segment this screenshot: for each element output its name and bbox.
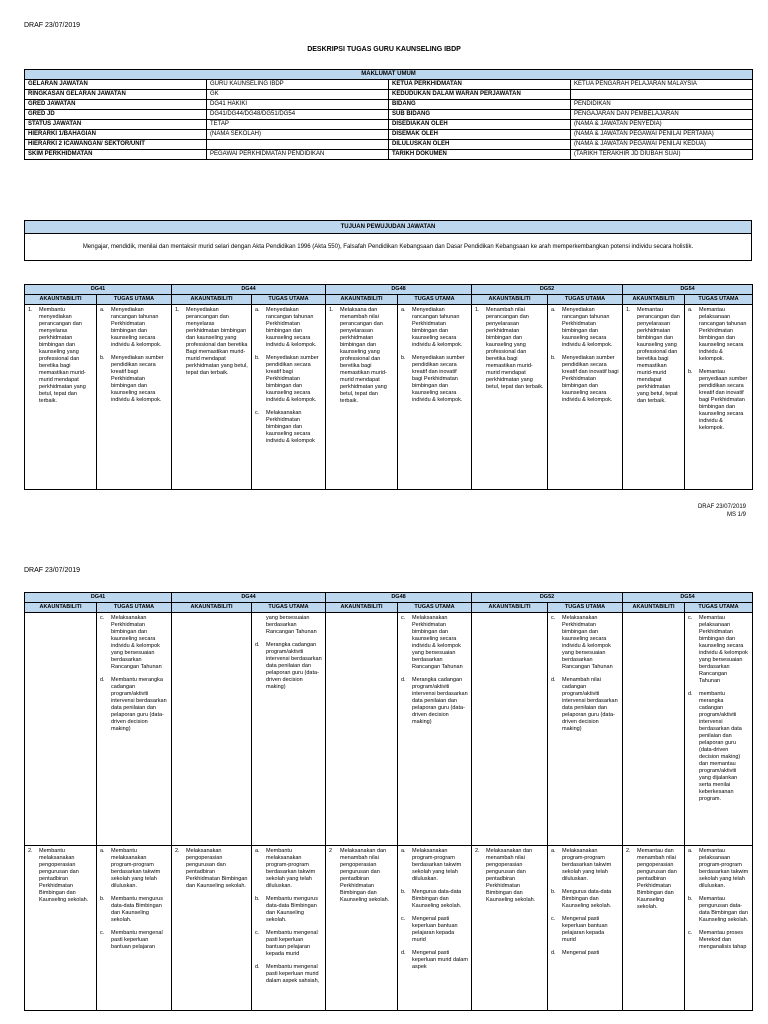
item-text: Menyediakan rancangan tahunan Perkhidmatan bimbingan dan kaunseling secara individu & kelompok. xyxy=(111,307,162,348)
list-item xyxy=(255,355,322,404)
item-text: Merangka cadangan program/aktiviti intervensi berdasarkan data penilaian dan pelaporan guru (data-driven decision making) xyxy=(266,642,322,690)
akauntabiliti-header: AKAUNTABILITI xyxy=(472,295,548,305)
info-row xyxy=(25,120,753,130)
grade-header-dg44: DG44 xyxy=(172,593,326,603)
info-label: KEDUDUKAN DALAM WARAN PERJAWATAN xyxy=(389,90,571,100)
tugas-utama-cell xyxy=(685,613,753,846)
grade-header-dg54: DG54 xyxy=(623,593,753,603)
info-label: GRED JD xyxy=(25,110,207,120)
item-marker: d. xyxy=(551,677,556,683)
item-text: Memantau penyediaan sumber pendidikan secara kreatif dan inovatif bagi Perkhidmatan bimbingan dan kaunseling secara individu & kelompok. xyxy=(699,369,748,431)
akauntabiliti-cell xyxy=(472,305,548,490)
item-text: Membantu mengenal pasti keperluan bantuan pelajaran kepada murid xyxy=(266,930,318,957)
dg-table-page2 xyxy=(24,592,753,1011)
item-marker: a. xyxy=(100,848,105,854)
info-label: DISEDIAKAN OLEH xyxy=(389,120,571,130)
tugas-utama-cell xyxy=(97,846,172,1011)
tugas-utama-header: TUGAS UTAMA xyxy=(252,295,326,305)
item-text: Melaksanakan program-program berdasarkan takwim sekolah yang telah diluluskan. xyxy=(412,848,462,882)
footer-draft: DRAF 23/07/2019 xyxy=(697,504,746,510)
akauntabiliti-cell xyxy=(172,305,252,490)
akauntabiliti-header: AKAUNTABILITI xyxy=(326,295,398,305)
info-value: GURU KAUNSELING IBDP xyxy=(207,80,389,90)
footer-page-number: MS 1/9 xyxy=(726,512,746,518)
item-marker: d. xyxy=(100,677,105,683)
item-marker: c. xyxy=(401,615,406,621)
list-item xyxy=(255,615,322,636)
list-item xyxy=(255,930,322,958)
maklumat-umum-header: MAKLUMAT UMUM xyxy=(25,70,753,80)
info-row xyxy=(25,80,753,90)
list-item xyxy=(255,896,322,924)
item-marker: a. xyxy=(551,307,556,313)
list-item xyxy=(626,848,681,911)
list-item xyxy=(100,896,168,924)
item-marker: 2 xyxy=(329,848,333,854)
info-label: KETUA PERKHIDMATAN xyxy=(389,80,571,90)
list-item xyxy=(100,930,168,951)
item-marker: 2. xyxy=(175,848,180,854)
maklumat-umum-table xyxy=(24,69,753,160)
list-item xyxy=(100,848,168,890)
list-item xyxy=(551,677,619,733)
tujuan-text: Mengajar, mendidik, menilai dan mentaksir murid selari dengan Akta Pendidikan 1996 (Akta 550), Falsafah Pendidikan Kebangsaan dan Dasar Pendidikan Kebangsaan ke arah memperkembangkan potensi individu secara holistik. xyxy=(25,234,752,261)
item-marker: b. xyxy=(688,896,693,902)
list-item xyxy=(688,930,749,951)
info-label: BIDANG xyxy=(389,100,571,110)
item-text: Memantau proses Merekod dan menganalisis tahap xyxy=(699,930,747,950)
item-text: membantu merangka cadangan program/aktiviti intervensi berdasarkan data penilaian dan pelaporan guru (data-driven decision making) dan memantau program/aktiviti yang dijalankan serta menilai keberkesanan program. xyxy=(699,691,742,802)
info-value: TETAP xyxy=(207,120,389,130)
list-item xyxy=(255,848,322,890)
info-label: RINGKASAN GELARAN JAWATAN xyxy=(25,90,207,100)
tugas-utama-cell xyxy=(252,613,326,846)
akauntabiliti-cell xyxy=(25,305,97,490)
item-text: Menyediakan rancangan tahunan Perkhidmatan bimbingan dan kaunseling secara individu & kelompok. xyxy=(412,307,463,348)
item-text: Membantu melaksanakan program-program berdasarkan takwim sekolah yang telah diluluskan. xyxy=(266,848,316,889)
tugas-utama-cell xyxy=(398,305,472,490)
item-text: Melaksanakan Perkhidmatan bimbingan dan kaunseling secara individu & kelompok yang bersesuaian berdasarkan Rancangan Tahunan xyxy=(562,615,613,670)
item-marker: b. xyxy=(688,369,693,375)
item-text: Mengurus data-data Bimbingan dan Kaunseling sekolah. xyxy=(562,889,612,909)
tugas-utama-cell xyxy=(398,846,472,1011)
akauntabiliti-cell xyxy=(172,846,252,1011)
list-item xyxy=(551,848,619,883)
list-item xyxy=(255,642,322,691)
list-item xyxy=(401,889,468,910)
tugas-utama-cell xyxy=(97,305,172,490)
list-item xyxy=(401,916,468,944)
list-item xyxy=(329,848,394,904)
tugas-utama-cell xyxy=(685,305,753,490)
item-marker: 1. xyxy=(329,307,334,313)
akauntabiliti-cell xyxy=(25,613,97,846)
list-item xyxy=(551,916,619,944)
tugas-utama-header: TUGAS UTAMA xyxy=(398,295,472,305)
item-text: Mengenal pasti xyxy=(562,950,600,956)
item-text: Membantu mengurus data-data Bimbingan dan Kaunseling sekolah. xyxy=(266,896,318,923)
list-item xyxy=(688,369,749,432)
akauntabiliti-cell xyxy=(472,846,548,1011)
page-footer xyxy=(698,503,746,519)
item-marker: c. xyxy=(551,615,556,621)
tugas-utama-cell xyxy=(548,846,623,1011)
item-marker: c. xyxy=(100,615,105,621)
list-item xyxy=(401,677,468,726)
item-text: Membantu mengurus data-data Bimbingan dan Kaunseling sekolah. xyxy=(111,896,163,923)
akauntabiliti-header: AKAUNTABILITI xyxy=(326,603,398,613)
akauntabiliti-cell xyxy=(472,613,548,846)
akauntabiliti-cell xyxy=(25,846,97,1011)
item-text: Memantau dan menambah nilai pengoperasian pengurusan dan pentadbiran Perkhidmatan Bimbingan dan Kaunseling sekolah. xyxy=(637,848,677,910)
tugas-utama-cell xyxy=(398,613,472,846)
item-text: Menyediakan sumber pendidikan secara kreatif dan inovatif bagi Perkhidmatan bimbingan dan kaunseling secara individu & kelompok. xyxy=(412,355,465,403)
list-item xyxy=(100,307,168,349)
info-row xyxy=(25,100,753,110)
akauntabiliti-cell xyxy=(623,613,685,846)
list-item xyxy=(551,355,619,404)
list-item xyxy=(175,307,248,377)
item-text: Menyediakan sumber pendidikan secara kreatif bagi Perkhidmatan bimbingan dan kaunseling secara individu & kelompok. xyxy=(266,355,319,403)
info-row xyxy=(25,140,753,150)
info-label: DISEMAK OLEH xyxy=(389,130,571,140)
item-text: Melaksanakan dan menambah nilai pengoperasian pengurusan dan pentadbiran Perkhidmatan Bimbingan dan Kaunseling sekolah. xyxy=(340,848,390,903)
akauntabiliti-header: AKAUNTABILITI xyxy=(172,295,252,305)
list-item xyxy=(255,307,322,349)
info-label: HIERARKI 2 ICAWANGAN/ SEKTOR/UNIT xyxy=(25,140,207,150)
item-marker: 1. xyxy=(475,307,480,313)
list-item xyxy=(688,615,749,685)
list-item xyxy=(329,307,394,405)
list-item xyxy=(688,848,749,890)
item-text: Melaksanakan Perkhidmatan bimbingan dan kaunseling secara individu & kelompok xyxy=(266,410,315,444)
akauntabiliti-header: AKAUNTABILITI xyxy=(472,603,548,613)
info-value: PENGAJARAN DAN PEMBELAJARAN xyxy=(571,110,753,120)
item-text: Menyediakan sumber pendidikan secara kreatif bagi Perkhidmatan bimbingan dan kaunseling secara individu & kelompok. xyxy=(111,355,164,403)
akauntabiliti-header: AKAUNTABILITI xyxy=(172,603,252,613)
item-marker: c. xyxy=(688,615,693,621)
info-label: GELARAN JAWATAN xyxy=(25,80,207,90)
tugas-utama-header: TUGAS UTAMA xyxy=(97,295,172,305)
tugas-utama-cell xyxy=(97,613,172,846)
akauntabiliti-cell xyxy=(326,846,398,1011)
info-label: STATUS JAWATAN xyxy=(25,120,207,130)
item-text: Menambah nilai perancangan dan penyelarasan perkhidmatan bimbingan dan kaunseling yang professional dan beretika bagi memastikan murid-murid mendapat perkhidmatan yang betul, tepat dan terbaik. xyxy=(486,307,544,390)
info-row xyxy=(25,130,753,140)
item-marker: 2. xyxy=(626,848,631,854)
item-marker: c. xyxy=(100,930,105,936)
item-text: Memantau pelaksanaan Perkhidmatan bimbingan dan kaunseling secara individu & kelompok yang bersesuaian berdasarkan Rancangan Tahunan xyxy=(699,615,748,684)
tugas-utama-cell xyxy=(685,846,753,1011)
info-value: KETUA PENGARAH PELAJARAN MALAYSIA xyxy=(571,80,753,90)
list-item xyxy=(688,307,749,363)
akauntabiliti-header: AKAUNTABILITI xyxy=(25,603,97,613)
item-marker: a. xyxy=(688,848,693,854)
akauntabiliti-header: AKAUNTABILITI xyxy=(25,295,97,305)
item-marker xyxy=(255,615,266,636)
item-text: Mengenal pasti keperluan murid dalam aspek xyxy=(412,950,468,970)
list-item xyxy=(626,307,681,405)
duty-row xyxy=(25,305,753,490)
item-marker: d. xyxy=(401,677,406,683)
item-marker: b. xyxy=(401,355,406,361)
item-text: Memantau pelaksanaan rancangan tahunan Perkhidmatan bimbingan dan kaunseling secara individu & kelompok. xyxy=(699,307,747,362)
duty-row xyxy=(25,613,753,846)
info-value: DG41/DG44/DG48/DG51/DG54 xyxy=(207,110,389,120)
item-text: Melaksana dan menambah nilai perancangan dan penyelarasan perkhidmatan bimbingan dan kaunseling yang professional dan beretika bagi memastikan murid-murid mendapat perkhidmatan yang betul, tepat dan terbaik. xyxy=(340,307,387,404)
info-value: (NAMA & JAWATAN PEGAWAI PENILAI KEDUA) xyxy=(571,140,753,150)
grade-header-dg54: DG54 xyxy=(623,285,753,295)
akauntabiliti-header: AKAUNTABILITI xyxy=(623,295,685,305)
tugas-utama-header: TUGAS UTAMA xyxy=(548,603,623,613)
list-item xyxy=(100,677,168,733)
item-marker: a. xyxy=(688,307,693,313)
tugas-utama-cell xyxy=(548,613,623,846)
tugas-utama-cell xyxy=(252,846,326,1011)
list-item xyxy=(28,307,93,405)
list-item xyxy=(401,848,468,883)
item-marker: a. xyxy=(100,307,105,313)
info-row xyxy=(25,110,753,120)
tujuan-table xyxy=(24,220,752,261)
list-item xyxy=(551,950,619,957)
info-label: TARIKH DOKUMEN xyxy=(389,150,571,160)
item-text: Memantau perancangan dan penyelarasan perkhidmatan bimbingan dan kaunseling yang professional dan beretika bagi memastikan murid-murid mendapat perkhidmatan yang betul, tepat dan terbaik. xyxy=(637,307,680,404)
grade-header-dg52: DG52 xyxy=(472,285,623,295)
item-text: Mengurus data-data Bimbingan dan Kaunseling sekolah. xyxy=(412,889,462,909)
item-text: Merangka cadangan program/aktiviti intervensi berdasarkan data penilaian dan pelaporan guru (data-driven decision making) xyxy=(412,677,468,725)
item-marker: 1. xyxy=(28,307,33,313)
tugas-utama-cell xyxy=(252,305,326,490)
tujuan-header: TUJUAN PEWUJUDAN JAWATAN xyxy=(25,221,752,234)
list-item xyxy=(100,615,168,671)
tugas-utama-header: TUGAS UTAMA xyxy=(97,603,172,613)
info-value: (TARIKH TERAKHIR JD DIUBAH SUAI) xyxy=(571,150,753,160)
item-text: Menyediakan rancangan tahunan Perkhidmatan bimbingan dan kaunseling secara individu & kelompok. xyxy=(562,307,613,348)
info-value xyxy=(571,90,753,100)
list-item xyxy=(551,615,619,671)
item-marker: 2. xyxy=(28,848,33,854)
item-marker: a. xyxy=(255,848,260,854)
info-label: HIERARKI 1/BAHAGIAN xyxy=(25,130,207,140)
item-text: Membantu menyediakan perancangan dan menyelaras perkhidmatan bimbingan dan kaunseling yang professional dan beretika bagi memastikan murid-murid mendapat perkhidmatan yang betul, tepat dan terbaik. xyxy=(39,307,86,404)
akauntabiliti-cell xyxy=(623,305,685,490)
tugas-utama-header: TUGAS UTAMA xyxy=(252,603,326,613)
item-marker: b. xyxy=(100,896,105,902)
akauntabiliti-header: AKAUNTABILITI xyxy=(623,603,685,613)
akauntabiliti-cell xyxy=(326,613,398,846)
grade-header-dg52: DG52 xyxy=(472,593,623,603)
item-marker: a. xyxy=(401,848,406,854)
list-item xyxy=(100,355,168,404)
item-text: Mengenal pasti keperluan bantuan pelajaran kepada murid xyxy=(562,916,608,943)
item-text: Membantu melaksanakan pengoperasian pengurusan dan pentadbiran Perkhidmatan Bimbingan dan Kaunseling sekolah. xyxy=(39,848,89,903)
list-item xyxy=(551,889,619,910)
item-marker: c. xyxy=(551,916,556,922)
item-text: Membantu merangka cadangan program/aktiviti intervensi berdasarkan data penilaian dan pelaporan guru (data-driven decision making) xyxy=(111,677,167,732)
list-item xyxy=(551,307,619,349)
draft-label: DRAF 23/07/2019 xyxy=(24,22,81,29)
item-marker: b. xyxy=(401,889,406,895)
item-text: Menambah nilai cadangan program/aktiviti intervensi berdasarkan data penilaian dan pelaporan guru (data-driven decision making) xyxy=(562,677,618,732)
info-value: PEGAWAI PERKHIDMATAN PENDIDIKAN xyxy=(207,150,389,160)
tugas-utama-header: TUGAS UTAMA xyxy=(548,295,623,305)
info-value xyxy=(207,140,389,150)
list-item xyxy=(255,410,322,445)
item-marker: b. xyxy=(551,355,556,361)
item-marker: a. xyxy=(551,848,556,854)
grade-header-dg48: DG48 xyxy=(326,593,472,603)
info-label: DILULUSKAN OLEH xyxy=(389,140,571,150)
list-item xyxy=(475,307,544,391)
item-text: Membantu mengenal pasti keperluan murid dalam aspek sahsiah, xyxy=(266,964,320,984)
item-text: Melaksanakan program-program berdasarkan takwim sekolah yang telah diluluskan. xyxy=(562,848,612,882)
item-text: Mengenal pasti keperluan bantuan pelajaran kepada murid xyxy=(412,916,458,943)
tugas-utama-header: TUGAS UTAMA xyxy=(398,603,472,613)
list-item xyxy=(401,950,468,971)
item-text: yang bersesuaian berdasarkan Rancangan Tahunan xyxy=(266,615,317,635)
item-marker: b. xyxy=(100,355,105,361)
tugas-utama-header: TUGAS UTAMA xyxy=(685,603,753,613)
dg-table-page1 xyxy=(24,284,753,490)
item-marker: d. xyxy=(401,950,406,956)
item-marker: d. xyxy=(551,950,556,956)
item-marker: c. xyxy=(255,410,260,416)
item-text: Memantau pengurusan data-data Bimbingan dan Kaunseling sekolah. xyxy=(699,896,749,923)
item-marker: a. xyxy=(255,307,260,313)
info-value: DG41 HAKIKI xyxy=(207,100,389,110)
item-text: Menyediakan perancangan dan menyelaras perkhidmatan bimbingan dan kaunseling yang professional dan beretika Bagi memastikan murid-murid mendapat perkhidmatan yang betul, tepat dan terbaik. xyxy=(186,307,248,376)
item-marker: 1. xyxy=(626,307,631,313)
grade-header-dg41: DG41 xyxy=(25,593,172,603)
list-item xyxy=(28,848,93,904)
item-marker: d. xyxy=(255,964,260,970)
item-text: Melaksanakan Perkhidmatan bimbingan dan kaunseling secara individu & kelompok yang bersesuaian berdasarkan Rancangan Tahunan xyxy=(111,615,162,670)
item-text: Melaksanakan dan menambah nilai pengoperasian pengurusan dan pentadbiran Perkhidmatan Bimbingan dan Kaunseling sekolah. xyxy=(486,848,536,903)
list-item xyxy=(401,615,468,671)
item-text: Memantau pelaksanaan program-program berdasarkan takwim sekolah yang telah diluluskan. xyxy=(699,848,749,889)
list-item xyxy=(401,307,468,349)
grade-header-dg41: DG41 xyxy=(25,285,172,295)
list-item xyxy=(475,848,544,904)
item-marker: b. xyxy=(551,889,556,895)
item-text: Melaksanakan Perkhidmatan bimbingan dan kaunseling secara individu & kelompok yang bersesuaian berdasarkan Rancangan Tahunan xyxy=(412,615,463,670)
item-marker: c. xyxy=(401,916,406,922)
list-item xyxy=(175,848,248,890)
item-text: Menyediakan rancangan tahunan Perkhidmatan bimbingan dan kaunseling secara individu & kelompok. xyxy=(266,307,317,348)
info-value: GK xyxy=(207,90,389,100)
info-value: PENDIDIKAN xyxy=(571,100,753,110)
akauntabiliti-cell xyxy=(326,305,398,490)
info-label: GRED JAWATAN xyxy=(25,100,207,110)
item-text: Melaksanakan pengoperasian pengurusan dan pentadbiran Perkhidmatan Bimbingan dan Kaunseling sekolah. xyxy=(186,848,248,889)
info-value: (NAMA SEKOLAH) xyxy=(207,130,389,140)
tugas-utama-header: TUGAS UTAMA xyxy=(685,295,753,305)
list-item xyxy=(688,691,749,803)
duty-row xyxy=(25,846,753,1011)
item-marker: 1. xyxy=(175,307,180,313)
tugas-utama-cell xyxy=(548,305,623,490)
item-text: Membantu mengenal pasti keperluan bantuan pelajaran xyxy=(111,930,163,950)
info-label: SKIM PERKHIDMATAN xyxy=(25,150,207,160)
draft-label-page2: DRAF 23/07/2019 xyxy=(24,567,81,574)
item-marker: d. xyxy=(255,642,260,648)
list-item xyxy=(688,896,749,924)
page-title: DESKRIPSI TUGAS GURU KAUNSELING IBDP xyxy=(307,46,461,53)
info-row xyxy=(25,90,753,100)
info-label: SUB BIDANG xyxy=(389,110,571,120)
item-marker: b. xyxy=(255,355,260,361)
info-value: (NAMA & JAWATAN PEGAWAI PENILAI PERTAMA) xyxy=(571,130,753,140)
item-text: Menyediakan sumber pendidikan secara kreatif dan inovatif bagi Perkhidmatan bimbingan dan kaunseling secara individu & kelompok. xyxy=(562,355,619,403)
info-value: (NAMA & JAWATAN PENYEDIA) xyxy=(571,120,753,130)
grade-header-dg48: DG48 xyxy=(326,285,472,295)
info-row xyxy=(25,150,753,160)
item-marker: c. xyxy=(688,930,693,936)
item-marker: d. xyxy=(688,691,693,697)
akauntabiliti-cell xyxy=(623,846,685,1011)
item-marker: c. xyxy=(255,930,260,936)
item-marker: 2. xyxy=(475,848,480,854)
grade-header-dg44: DG44 xyxy=(172,285,326,295)
list-item xyxy=(401,355,468,404)
list-item xyxy=(255,964,322,985)
akauntabiliti-cell xyxy=(172,613,252,846)
item-text: Membantu melaksanakan program-program berdasarkan takwim sekolah yang telah diluluskan. xyxy=(111,848,161,889)
item-marker: a. xyxy=(401,307,406,313)
item-marker: b. xyxy=(255,896,260,902)
